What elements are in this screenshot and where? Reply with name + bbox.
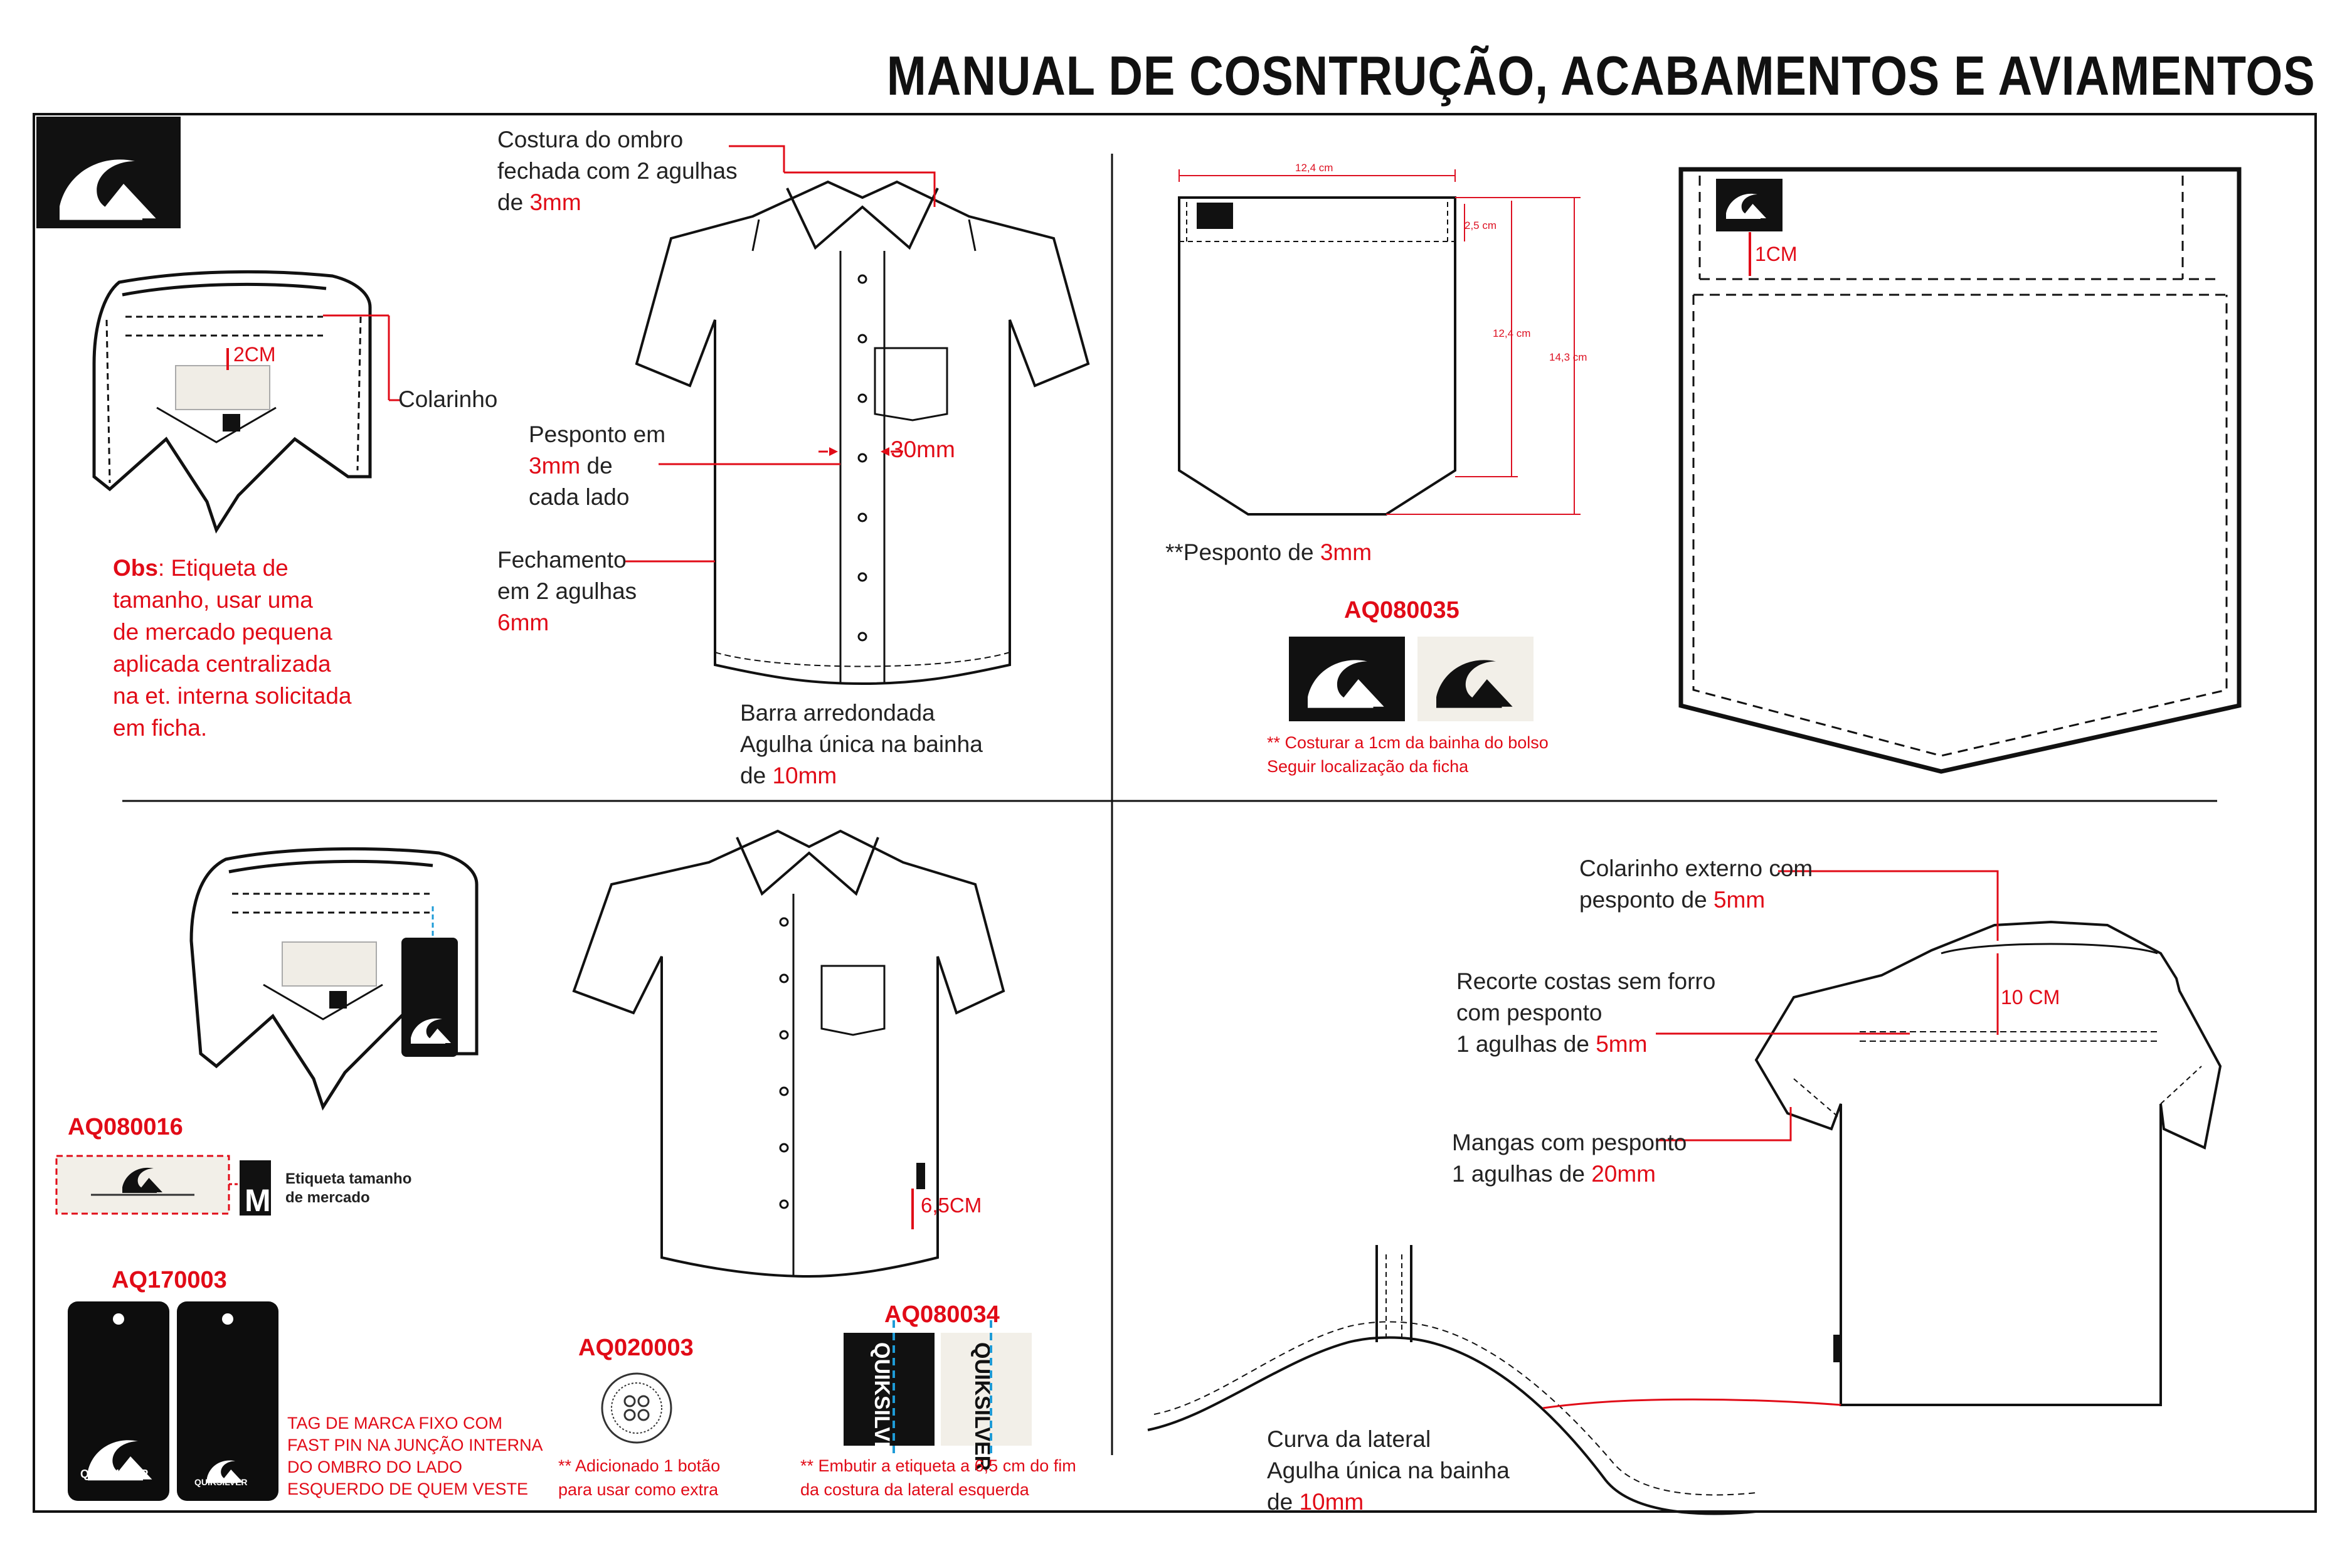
label-aq080016 xyxy=(56,1156,229,1214)
pocket-band-measure: 2,5 cm xyxy=(1465,220,1497,231)
tag-note: TAG DE MARCA FIXO COM FAST PIN NA JUNÇÃO INTERNA DO OMBRO DO LADO ESQUERDO DE QUEM VESTE xyxy=(287,1414,543,1498)
inner-brand-label xyxy=(176,366,270,410)
inner-brand-label-bottom xyxy=(282,942,376,986)
size-letter: M xyxy=(245,1183,271,1218)
big-pocket-measure: 1CM xyxy=(1755,243,1798,265)
placket-measure: 30mm xyxy=(891,437,955,462)
button-note: ** Adicionado 1 botão para usar como extra xyxy=(558,1456,721,1499)
shoulder-note: Costura do ombro fechada com 2 agulhas de 3mm xyxy=(497,127,738,215)
pocket-small xyxy=(1179,198,1455,514)
shirt-front-top xyxy=(637,182,1088,684)
side-label-measure: 6,5CM xyxy=(921,1194,982,1217)
side-curve-note: Curva da lateral Agulha única na bainha de 10mm xyxy=(1267,1426,1510,1515)
hangtag-2 xyxy=(177,1301,278,1501)
label-note: ** Costurar a 1cm da bainha do bolso Seguir localização da ficha xyxy=(1267,733,1549,776)
code-aq080034: AQ080034 xyxy=(884,1301,1000,1328)
collar-measure: 2CM xyxy=(233,343,276,366)
obs-note: Obs: Etiqueta de tamanho, usar uma de mercado pequena aplicada centralizada na et. interna solicitada em ficha. xyxy=(113,555,352,741)
label-aq080035-light xyxy=(1417,637,1534,721)
obs-label: Obs xyxy=(113,555,158,581)
code-aq020003: AQ020003 xyxy=(578,1335,694,1361)
pocket-big-label xyxy=(1716,179,1783,231)
shirt-back xyxy=(1756,922,2220,1405)
shirt-front-top-buttons xyxy=(859,275,866,640)
code-aq170003: AQ170003 xyxy=(112,1267,227,1293)
side-label-note: ** Embutir a etiqueta a 6,5 cm do fim da costura da lateral esquerda xyxy=(800,1456,1076,1499)
pocket-inner-height: 12,4 cm xyxy=(1493,327,1531,339)
page-title: MANUAL DE COSNTRUÇÃO, ACABAMENTOS E AVIAMENTOS xyxy=(887,45,2316,107)
label-aq080035-dark xyxy=(1289,637,1405,721)
tag-brand-1: QUIKSILVER xyxy=(80,1468,149,1480)
pocket-stitch-note: **Pesponto de 3mm xyxy=(1165,539,1372,565)
svg-text:QUIKSILVER: QUIKSILVER xyxy=(970,1342,994,1471)
pocket-width-measure: 12,4 cm xyxy=(1295,162,1333,174)
yoke-measure: 10 CM xyxy=(2001,986,2060,1009)
topstitch-note: Pesponto em 3mm de cada lado xyxy=(529,421,666,510)
code-aq080035: AQ080035 xyxy=(1344,597,1459,623)
size-label-caption: Etiqueta tamanho de mercado xyxy=(285,1170,412,1206)
size-label-small xyxy=(223,414,240,432)
hem-note: Barra arredondada Agulha única na bainha de 10mm xyxy=(740,700,983,788)
code-aq080016: AQ080016 xyxy=(68,1114,183,1140)
pocket-total-height: 14,3 cm xyxy=(1549,351,1587,363)
collar-label: Colarinho xyxy=(398,386,498,412)
svg-text:QUIKSILVER: QUIKSILVER xyxy=(870,1342,894,1471)
outer-collar-note: Colarinho externo com pesponto de 5mm xyxy=(1579,856,1813,913)
button-aq020003 xyxy=(602,1374,671,1443)
closing-note: Fechamento em 2 agulhas 6mm xyxy=(497,547,637,635)
tag-brand-2: QUIKSILVER xyxy=(194,1477,248,1487)
yoke-note: Recorte costas sem forro com pesponto 1 agulhas de 5mm xyxy=(1456,968,1716,1057)
pocket-label-small xyxy=(1197,203,1233,229)
sleeve-note: Mangas com pesponto 1 agulhas de 20mm xyxy=(1452,1130,1687,1187)
